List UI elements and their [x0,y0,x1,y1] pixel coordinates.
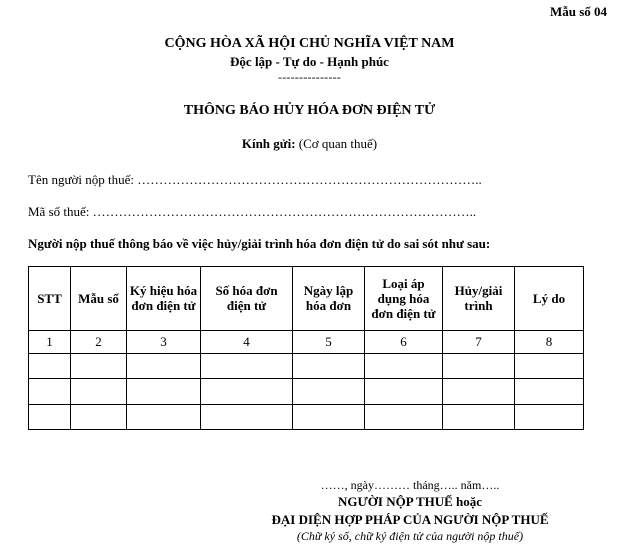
table-row [29,354,584,379]
header-invoice-symbol: Ký hiệu hóa đơn điện tử [127,267,201,331]
tax-code-field: Mã số thuế: …………………………………………………………………………….. [28,204,477,219]
recipient-value: (Cơ quan thuế) [298,136,378,151]
table-cell [201,379,293,404]
table-cell [29,379,71,404]
column-number-row [29,330,584,353]
table-cell [127,404,201,429]
invoice-table [28,266,584,430]
column-number: 8 [515,330,584,353]
table-cell [29,354,71,379]
recipient-label: Kính gửi: [241,136,296,151]
table-cell [515,404,584,429]
table-cell [515,379,584,404]
table-cell [201,354,293,379]
table-cell [443,354,515,379]
table-cell [443,404,515,429]
column-number: 6 [365,330,443,353]
table-cell [127,379,201,404]
signature-date-line: ……, ngày……… tháng….. năm….. [320,478,500,492]
header-stt: STT [29,267,71,331]
form-number: Mẫu số 04 [549,4,607,19]
header-invoice-number: Số hóa đơn điện tử [201,267,293,331]
signature-representative: ĐẠI DIỆN HỢP PHÁP CỦA NGƯỜI NỘP THUẾ [271,512,549,527]
column-number: 4 [201,330,293,353]
table-header-row [29,267,584,331]
motto: Độc lập - Tự do - Hạnh phúc [230,54,389,69]
taxpayer-name-field: Tên người nộp thuế: …………………………………………………………………….. [28,172,482,187]
table-cell [443,379,515,404]
header-issue-date: Ngày lập hóa đơn [293,267,365,331]
table-cell [71,354,127,379]
table-cell [127,354,201,379]
document-title: THÔNG BÁO HỦY HÓA ĐƠN ĐIỆN TỬ [183,103,436,118]
table-cell [201,404,293,429]
table-cell [293,354,365,379]
country-name: CỘNG HÒA XÃ HỘI CHỦ NGHĨA VIỆT NAM [164,36,455,51]
column-number: 7 [443,330,515,353]
column-number: 1 [29,330,71,353]
table-cell [293,379,365,404]
table-cell [293,404,365,429]
table-row [29,379,584,404]
separator: --------------- [278,70,341,84]
recipient-line [0,136,619,152]
table-cell [71,379,127,404]
table-cell [71,404,127,429]
table-cell [29,404,71,429]
table-row [29,404,584,429]
signature-role: NGƯỜI NỘP THUẾ hoặc [337,494,483,509]
header-form-code: Mẫu số [71,267,127,331]
table-cell [365,354,443,379]
intro-text: Người nộp thuế thông báo về việc hủy/giải trình hóa đơn điện tử do sai sót như sau: [28,236,491,251]
table-cell [365,404,443,429]
header-invoice-type: Loại áp dụng hóa đơn điện tử [365,267,443,331]
column-number: 2 [71,330,127,353]
signature-note: (Chữ ký số, chữ ký điện tử của người nộp thuế) [296,529,524,543]
column-number: 5 [293,330,365,353]
header-reason: Lý do [515,267,584,331]
table-cell [365,379,443,404]
header-cancel-explain: Hủy/giải trình [443,267,515,331]
table-cell [515,354,584,379]
column-number: 3 [127,330,201,353]
